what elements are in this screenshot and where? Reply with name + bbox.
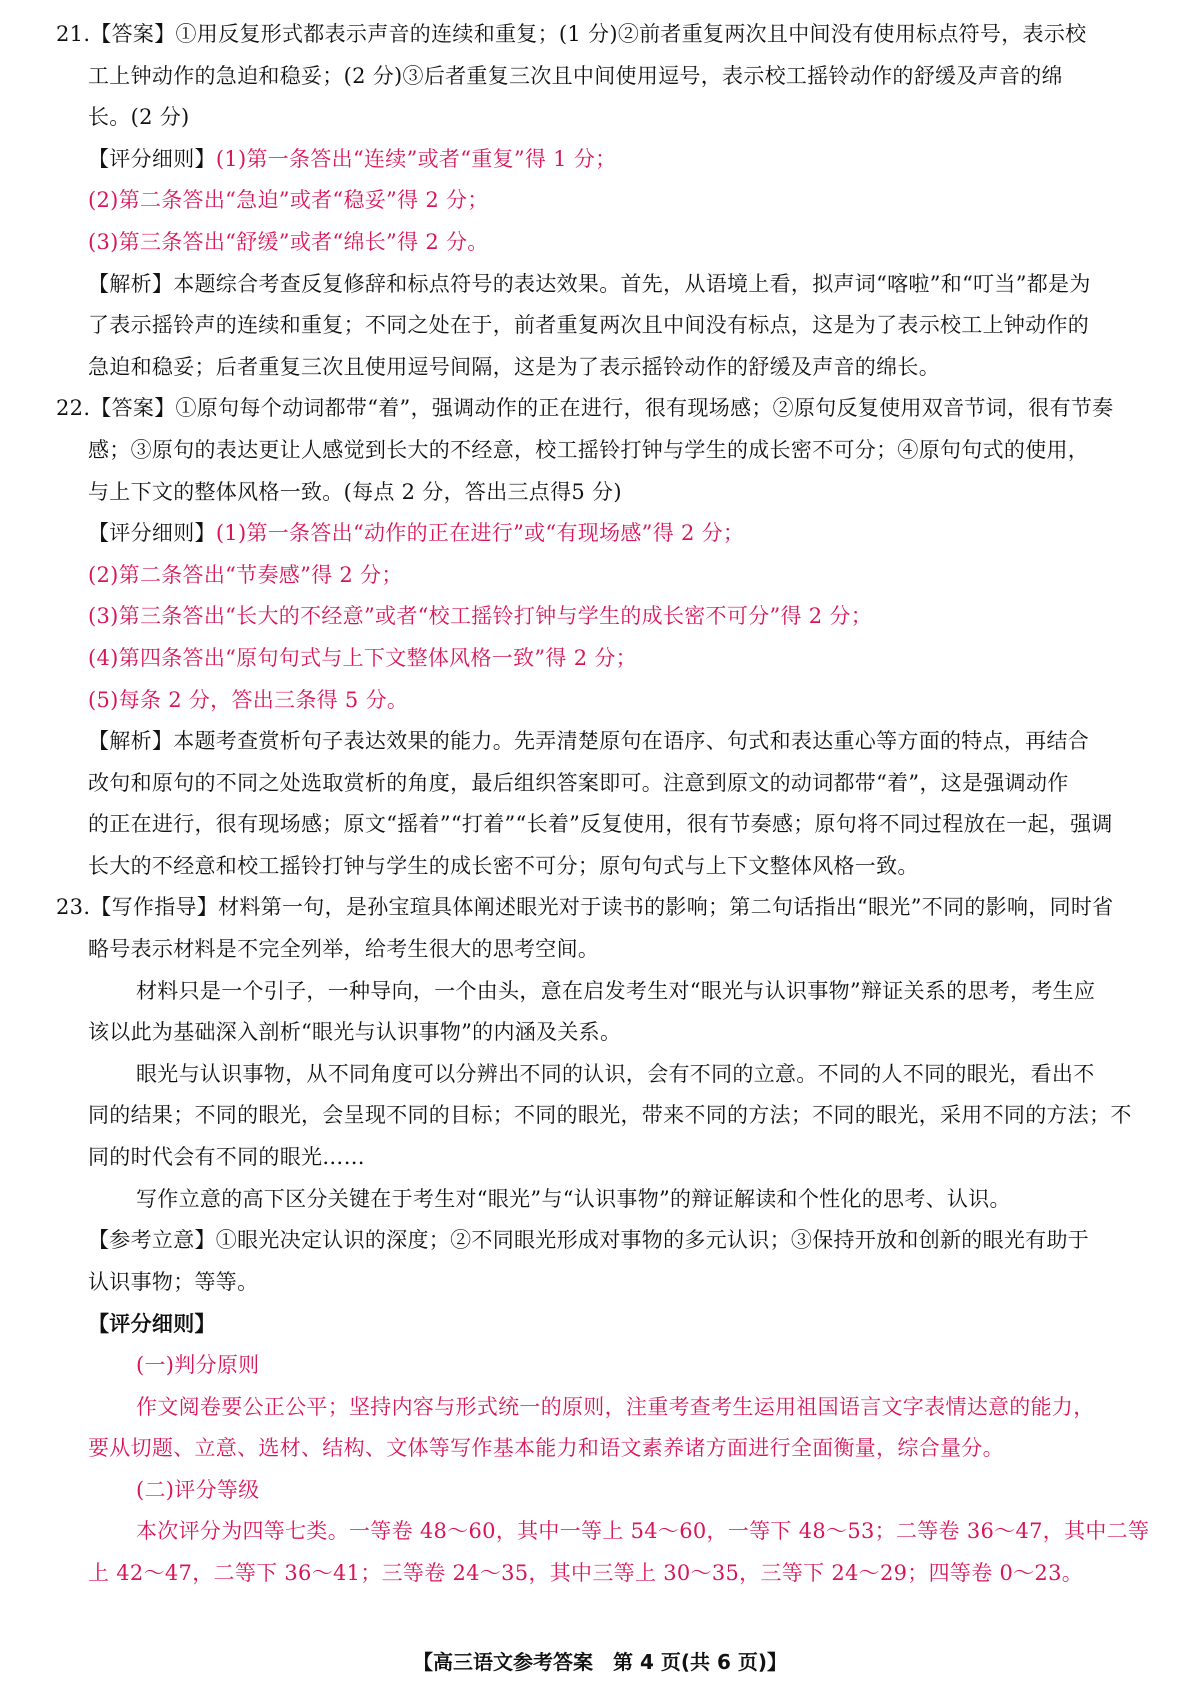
text-line: 眼光与认识事物，从不同角度可以分辨出不同的认识，会有不同的立意。不同的人不同的眼光，看出不	[136, 1061, 1095, 1086]
line-red-text: (1)第一条答出“连续”或者“重复”得 1 分；	[215, 146, 617, 171]
text-line: (2)第二条答出“节奏感”得 2 分；	[88, 562, 403, 587]
text-line: 与上下文的整体风格一致。(每点 2 分，答出三点得5 分)	[88, 479, 622, 504]
text-line: (3)第三条答出“舒缓”或者“绵长”得 2 分。	[88, 229, 489, 254]
text-line: 23.【写作指导】材料第一句，是孙宝瑄具体阐述眼光对于读书的影响；第二句话指出“眼光”不同的影响，同时省	[56, 895, 1114, 920]
text-line: 【参考立意】①眼光决定认识的深度；②不同眼光形成对事物的多元认识；③保持开放和创新的眼光有助于	[88, 1228, 1090, 1253]
text-line: 材料只是一个引子，一种导向，一个由头，意在启发考生对“眼光与认识事物”辩证关系的思考，考生应	[136, 978, 1096, 1003]
text-line	[56, 513, 1156, 555]
text-line: 该以此为基础深入剖析“眼光与认识事物”的内涵及关系。	[88, 1020, 622, 1045]
text-line: 工上钟动作的急迫和稳妥；(2 分)③后者重复三次且中间使用逗号，表示校工摇铃动作的舒缓及声音的绵	[88, 63, 1063, 88]
text-line: 长。(2 分)	[88, 105, 190, 130]
text-line: 长大的不经意和校工摇铃打钟与学生的成长密不可分；原句句式与上下文整体风格一致。	[88, 853, 919, 878]
text-line: 【解析】本题考查赏析句子表达效果的能力。先弄清楚原句在语序、句式和表达重心等方面的特点，再结合	[88, 729, 1090, 754]
text-line: 了表示摇铃声的连续和重复；不同之处在于，前者重复两次且中间没有标点，这是为了表示校工上钟动作的	[88, 313, 1090, 338]
answer-body	[56, 14, 1156, 1595]
text-line: 21.【答案】①用反复形式都表示声音的连续和重复；(1 分)②前者重复两次且中间没有使用标点符号，表示校	[56, 22, 1087, 46]
text-line: (3)第三条答出“长大的不经意”或者“校工摇铃打钟与学生的成长密不可分”得 2 分；	[88, 604, 872, 629]
text-line	[56, 139, 1156, 181]
text-line: (一)判分原则	[136, 1353, 260, 1377]
text-line: 急迫和稳妥；后者重复三次且使用逗号间隔，这是为了表示摇铃动作的舒缓及声音的绵长。	[88, 354, 940, 379]
text-line: 本次评分为四等七类。一等卷 48～60，其中一等上 54～60，一等下 48～53；二等卷 36～47，其中二等	[136, 1519, 1150, 1544]
text-line: 上 42～47，二等下 36～41；三等卷 24～35，其中三等上 30～35，三等下 24～29；四等卷 0～23。	[88, 1560, 1084, 1585]
text-line: (二)评分等级	[136, 1477, 260, 1502]
text-line: 感；③原句的表达更让人感觉到长大的不经意，校工摇铃打钟与学生的成长密不可分；④原句句式的使用，	[88, 437, 1090, 462]
text-line: 【评分细则】	[88, 1311, 216, 1337]
text-line: 【解析】本题综合考查反复修辞和标点符号的表达效果。首先，从语境上看，拟声词“喀啦”和“叮当”都是为	[88, 271, 1091, 296]
text-line: (5)每条 2 分，答出三条得 5 分。	[88, 687, 409, 712]
line-label: 【评分细则】	[88, 521, 216, 546]
text-line: 略号表示材料是不完全列举，给考生很大的思考空间。	[88, 937, 600, 962]
text-line: (2)第二条答出“急迫”或者“稳妥”得 2 分；	[88, 188, 489, 213]
line-label: 【评分细则】	[88, 146, 216, 171]
line-red-text: (1)第一条答出“动作的正在进行”或“有现场感”得 2 分；	[215, 521, 745, 546]
text-line: (4)第四条答出“原句句式与上下文整体风格一致”得 2 分；	[88, 645, 637, 670]
text-line: 22.【答案】①原句每个动词都带“着”，强调动作的正在进行，很有现场感；②原句反复使用双音节词，很有节奏	[56, 396, 1114, 421]
text-line: 写作立意的高下区分关键在于考生对“眼光”与“认识事物”的辩证解读和个性化的思考、认识。	[136, 1186, 1011, 1211]
text-line: 同的结果；不同的眼光，会呈现不同的目标；不同的眼光，带来不同的方法；不同的眼光，采用不同的方法；不	[88, 1103, 1132, 1128]
text-line: 认识事物；等等。	[88, 1269, 259, 1294]
text-line: 改句和原句的不同之处选取赏析的角度，最后组织答案即可。注意到原文的动词都带“着”，这是强调动作	[88, 770, 1069, 795]
text-line: 的正在进行，很有现场感；原文“摇着”“打着”“长着”反复使用，很有节奏感；原句将不同过程放在一起，强调	[88, 812, 1113, 837]
text-line: 要从切题、立意、选材、结构、文体等写作基本能力和语文素养诸方面进行全面衡量，综合量分。	[88, 1436, 1004, 1461]
page-footer: 【高三语文参考答案 第 4 页(共 6 页)】	[413, 1650, 787, 1674]
text-line: 作文阅卷要公正公平；坚持内容与形式统一的原则，注重考查考生运用祖国语言文字表情达意的能力，	[136, 1394, 1095, 1419]
text-line: 同的时代会有不同的眼光……	[88, 1145, 365, 1170]
